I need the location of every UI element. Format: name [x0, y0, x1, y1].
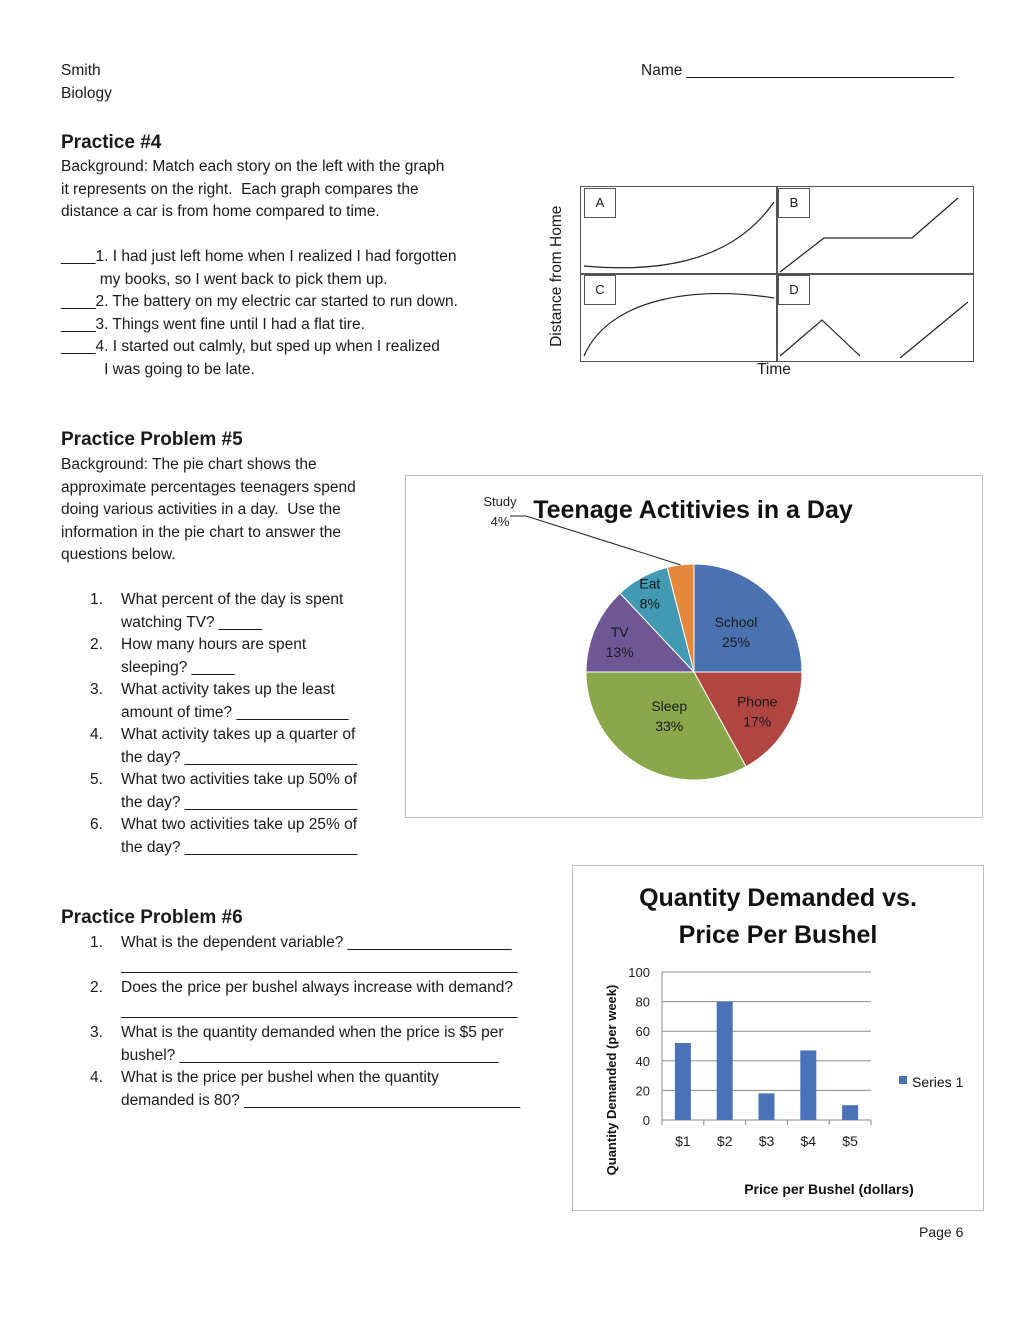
question-number: 2. [90, 636, 103, 653]
practice4-background [61, 156, 444, 224]
pie-pct-tv: 13% [605, 643, 634, 660]
story-line: I was going to be late. [61, 360, 255, 378]
background-line: approximate percentages teenagers spend [61, 478, 356, 496]
pie-label-sleep: Sleep [651, 697, 688, 714]
practice5-questions [90, 589, 357, 859]
question-answer-line[interactable]: demanded is 80? ________________________________ [121, 1091, 521, 1109]
bar-chart [573, 866, 983, 1210]
background-line: Background: The pie chart shows the [61, 456, 317, 473]
bar-chart-x-axis-label: Price per Bushel (dollars) [744, 1181, 914, 1197]
question-item [90, 769, 357, 814]
question-line[interactable]: What is the dependent variable? ___________________ [121, 934, 512, 951]
question-item [90, 814, 357, 859]
question-number: 1. [90, 934, 103, 951]
question-line: What is the quantity demanded when the price is $5 per [121, 1024, 504, 1041]
pie-pct-study: 4% [490, 514, 510, 529]
background-line: it represents on the right. Each graph compares the [61, 180, 419, 198]
bar-5 [842, 1105, 858, 1120]
practice4-title: Practice #4 [61, 132, 162, 153]
pie-label-tv: TV [610, 623, 629, 640]
question-answer-line[interactable]: bushel? _____________________________________ [121, 1046, 499, 1064]
question-answer-line[interactable]: the day? ____________________ [121, 793, 358, 811]
question-line: How many hours are spent [121, 636, 307, 653]
practice4-stories [61, 246, 458, 381]
question-answer-line[interactable]: ______________________________________________ [121, 1001, 518, 1019]
question-item [90, 589, 357, 634]
question-item [90, 679, 357, 724]
graph-letter-d: D [778, 275, 810, 305]
pie-pct-eat: 8% [639, 595, 660, 612]
question-item [90, 634, 357, 679]
bar-4 [800, 1050, 816, 1120]
bar-chart-title-line-1: Quantity Demanded vs. [639, 884, 917, 912]
bar-chart-frame [572, 865, 984, 1211]
practice6-title: Practice Problem #6 [61, 907, 243, 928]
pie-label-phone: Phone [736, 693, 778, 710]
background-line: information in the pie chart to answer the [61, 523, 342, 541]
teacher-name: Smith [61, 62, 101, 79]
story-line[interactable]: ____2. The battery on my electric car started to run down. [61, 293, 458, 310]
question-line: What activity takes up the least [121, 681, 335, 698]
practice5-title: Practice Problem #5 [61, 429, 243, 450]
bar-x-tick-label: $5 [842, 1133, 858, 1149]
question-answer-line[interactable]: the day? ____________________ [121, 748, 358, 766]
bar-x-tick-label: $2 [716, 1133, 733, 1149]
question-item [90, 932, 520, 977]
bar-2 [717, 1002, 733, 1120]
bar-y-tick-label: 80 [635, 994, 650, 1010]
question-line: What activity takes up a quarter of [121, 726, 356, 743]
name-field-label[interactable]: Name _______________________________ [641, 62, 954, 79]
question-line: Does the price per bushel always increase with demand? [121, 979, 514, 996]
bar-x-tick-label: $4 [800, 1133, 817, 1149]
question-answer-line[interactable]: amount of time? _____________ [121, 703, 349, 721]
question-number: 6. [90, 816, 103, 833]
background-line: questions below. [61, 546, 176, 563]
bar-1 [675, 1043, 691, 1120]
motion-graph-curves [580, 186, 974, 362]
bar-chart-title-line-2: Price Per Bushel [678, 921, 878, 949]
question-item [90, 1067, 520, 1112]
pie-pct-phone: 17% [743, 713, 772, 730]
graph-d-curve-2 [900, 302, 968, 358]
graph-letter-c: C [584, 275, 616, 305]
bar-y-tick-label: 60 [635, 1024, 650, 1040]
story-line[interactable]: ____3. Things went fine until I had a flat tire. [61, 315, 365, 333]
legend-series-label: Series 1 [912, 1074, 964, 1090]
question-line: What two activities take up 25% of [121, 816, 358, 833]
graph-letter-b: B [778, 188, 810, 218]
pie-pct-sleep: 33% [655, 717, 684, 734]
question-answer-line[interactable]: ______________________________________________ [121, 956, 518, 974]
question-item [90, 977, 520, 1022]
pie-pct-school: 25% [721, 633, 751, 650]
question-line: What is the price per bushel when the quantity [121, 1069, 439, 1086]
question-number: 3. [90, 1024, 103, 1041]
graph-letter-a: A [584, 188, 616, 218]
graph-d-curve-1 [780, 320, 860, 356]
pie-label-study: Study [483, 494, 517, 509]
question-answer-line[interactable]: watching TV? _____ [121, 613, 263, 631]
story-line: my books, so I went back to pick them up. [61, 270, 388, 288]
graph-x-axis-label: Time [757, 361, 791, 378]
subject-name: Biology [61, 85, 112, 102]
bar-y-tick-label: 40 [635, 1053, 650, 1069]
practice6-questions [90, 932, 520, 1112]
story-line[interactable]: ____1. I had just left home when I realized I had forgotten [61, 248, 457, 265]
graph-y-axis-label: Distance from Home [547, 205, 565, 347]
question-number: 2. [90, 979, 103, 996]
background-line: distance a car is from home compared to time. [61, 203, 380, 220]
pie-chart-title: Teenage Actitivies in a Day [533, 496, 853, 524]
pie-label-school: School [714, 613, 758, 630]
question-line: What two activities take up 50% of [121, 771, 358, 788]
motion-graphs [580, 186, 974, 362]
page-number: Page 6 [919, 1224, 964, 1240]
question-number: 1. [90, 591, 103, 608]
legend-swatch [899, 1076, 907, 1084]
question-number: 4. [90, 726, 103, 743]
background-line: doing various activities in a day. Use the [61, 501, 341, 518]
bar-y-tick-label: 20 [635, 1083, 650, 1099]
background-line: Background: Match each story on the left with the graph [61, 158, 445, 175]
bar-y-tick-label: 100 [628, 965, 650, 980]
question-number: 4. [90, 1069, 103, 1086]
pie-label-eat: Eat [639, 575, 661, 592]
question-item [90, 724, 357, 769]
question-number: 3. [90, 681, 103, 698]
question-answer-line[interactable]: the day? ____________________ [121, 838, 358, 856]
bar-chart-y-axis-label: Quantity Demanded (per week) [604, 984, 619, 1176]
bar-x-tick-label: $3 [758, 1133, 775, 1149]
question-line: What percent of the day is spent [121, 591, 344, 608]
practice5-background [61, 454, 356, 567]
pie-chart [406, 476, 982, 817]
question-answer-line[interactable]: sleeping? _____ [121, 658, 235, 676]
pie-chart-frame [405, 475, 983, 818]
bar-y-tick-label: 0 [642, 1113, 650, 1128]
story-line[interactable]: ____4. I started out calmly, but sped up when I realized [61, 338, 440, 355]
question-item [90, 1022, 520, 1067]
bar-3 [759, 1093, 775, 1120]
question-number: 5. [90, 771, 103, 788]
bar-x-tick-label: $1 [675, 1133, 691, 1149]
